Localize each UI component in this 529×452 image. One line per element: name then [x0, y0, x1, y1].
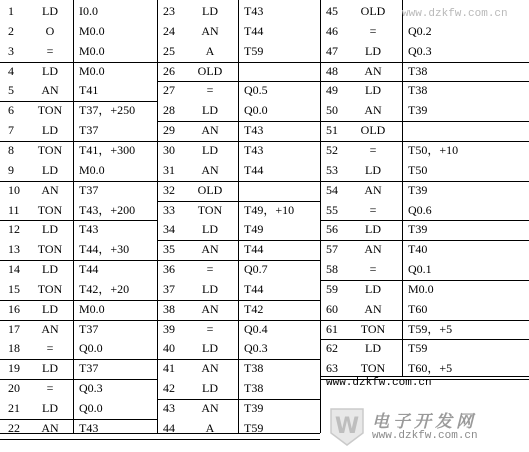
- step-number: 7: [8, 123, 14, 138]
- step-number: 32: [163, 182, 175, 197]
- instruction-mnemonic: LD: [42, 162, 58, 177]
- footer-url: www.dzkfw.com.cn: [326, 377, 432, 389]
- step-number: 54: [326, 182, 338, 197]
- instruction-mnemonic: LD: [202, 103, 218, 118]
- step-number: 30: [163, 142, 175, 157]
- instruction-mnemonic: OLD: [360, 123, 386, 138]
- instruction-mnemonic: AN: [201, 401, 219, 415]
- instruction-operand: Q0.0: [244, 103, 268, 118]
- instruction-mnemonic: O: [45, 23, 55, 38]
- instruction-operand: T37: [79, 321, 99, 336]
- step-number: 39: [163, 321, 175, 336]
- instruction-operand: T37: [79, 182, 99, 197]
- instruction-operand: M0.0: [79, 301, 105, 316]
- instruction-mnemonic: LD: [202, 281, 218, 296]
- step-number: 36: [163, 262, 175, 277]
- instruction-operand: T41: [79, 83, 99, 98]
- instruction-mnemonic: =: [206, 83, 214, 98]
- step-number: 48: [326, 63, 338, 78]
- instruction-mnemonic: =: [46, 381, 54, 396]
- step-number: 52: [326, 142, 338, 157]
- step-number: 35: [163, 242, 175, 257]
- instruction-operand: T43: [79, 420, 99, 435]
- instruction-mnemonic: A: [205, 43, 215, 58]
- instruction-operand: T44，+30: [79, 242, 130, 257]
- step-number: 17: [8, 321, 20, 336]
- step-number: 53: [326, 162, 338, 177]
- instruction-operand: T37: [79, 123, 99, 138]
- step-number: 5: [8, 83, 14, 98]
- instruction-operand: T37: [79, 361, 99, 376]
- step-number: 41: [163, 361, 175, 376]
- instruction-operand: T59，+5: [408, 321, 453, 336]
- instruction-operand: Q0.3: [408, 43, 432, 58]
- step-number: 31: [163, 162, 175, 177]
- step-number: 26: [163, 63, 175, 78]
- instruction-operand: T44: [244, 162, 264, 177]
- instruction-mnemonic: AN: [364, 103, 382, 118]
- step-number: 60: [326, 301, 338, 316]
- row-separator: [320, 240, 529, 241]
- instruction-mnemonic: LD: [365, 281, 381, 296]
- step-number: 16: [8, 301, 20, 316]
- step-number: 23: [163, 4, 175, 18]
- instruction-operand: M0.0: [79, 63, 105, 78]
- instruction-mnemonic: LD: [42, 301, 58, 316]
- instruction-operand: T49: [244, 222, 264, 237]
- step-number: 8: [8, 142, 14, 157]
- instruction-operand: T37，+250: [79, 103, 136, 118]
- step-number: 15: [8, 281, 20, 296]
- svg-text:W: W: [334, 414, 360, 439]
- row-separator: [0, 141, 157, 142]
- step-number: 34: [163, 222, 175, 237]
- instruction-mnemonic: =: [46, 43, 54, 58]
- instruction-mnemonic: AN: [41, 420, 59, 435]
- instruction-mnemonic: AN: [41, 321, 59, 336]
- row-separator: [157, 439, 320, 440]
- step-number: 14: [8, 262, 20, 277]
- instruction-operand: T39: [408, 182, 428, 197]
- step-number: 43: [163, 401, 175, 415]
- row-separator: [320, 220, 529, 221]
- instruction-mnemonic: OLD: [197, 63, 223, 78]
- step-number: 55: [326, 202, 338, 217]
- instruction-mnemonic: AN: [201, 162, 219, 177]
- step-number: 2: [8, 23, 14, 38]
- instruction-mnemonic: AN: [201, 361, 219, 376]
- step-number: 56: [326, 222, 338, 237]
- instruction-operand: T42: [244, 301, 264, 316]
- instruction-operand: I0.0: [79, 4, 98, 18]
- row-separator: [0, 439, 157, 440]
- row-separator: [320, 81, 529, 82]
- step-number: 21: [8, 401, 20, 415]
- instruction-mnemonic: =: [46, 341, 54, 356]
- step-number: 20: [8, 381, 20, 396]
- instruction-mnemonic: LD: [202, 4, 218, 18]
- step-number: 42: [163, 381, 175, 396]
- instruction-operand: T59: [244, 420, 264, 435]
- row-separator: [0, 101, 157, 102]
- step-number: 51: [326, 123, 338, 138]
- instruction-mnemonic: AN: [201, 242, 219, 257]
- column-divider: [157, 0, 158, 433]
- instruction-operand: T42，+20: [79, 281, 130, 296]
- step-number: 57: [326, 242, 338, 257]
- instruction-operand: T39: [244, 401, 264, 415]
- instruction-mnemonic: TON: [37, 281, 63, 296]
- instruction-operand: Q0.2: [408, 23, 432, 38]
- instruction-operand: T50，+10: [408, 142, 459, 157]
- instruction-operand: T41，+300: [79, 142, 136, 157]
- instruction-mnemonic: TON: [360, 361, 386, 376]
- instruction-mnemonic: AN: [364, 182, 382, 197]
- instruction-mnemonic: LD: [202, 222, 218, 237]
- instruction-mnemonic: LD: [365, 83, 381, 98]
- instruction-operand: Q0.0: [79, 401, 103, 415]
- instruction-mnemonic: LD: [365, 341, 381, 356]
- instruction-mnemonic: OLD: [360, 4, 386, 18]
- row-separator: [320, 141, 529, 142]
- step-number: 10: [8, 182, 20, 197]
- instruction-operand: T60，+5: [408, 361, 453, 376]
- step-number: 6: [8, 103, 14, 118]
- instruction-operand: T50: [408, 162, 428, 177]
- row-separator: [320, 121, 529, 122]
- step-number: 22: [8, 420, 20, 435]
- step-number: 3: [8, 43, 14, 58]
- instruction-mnemonic: LD: [42, 123, 58, 138]
- instruction-mnemonic: TON: [360, 321, 386, 336]
- instruction-operand: M0.0: [408, 281, 434, 296]
- step-number: 46: [326, 23, 338, 38]
- step-number: 19: [8, 361, 20, 376]
- instruction-mnemonic: =: [369, 202, 377, 217]
- column-divider: [320, 0, 321, 433]
- instruction-operand: M0.0: [79, 23, 105, 38]
- operand-divider: [73, 0, 74, 433]
- row-separator: [320, 181, 529, 182]
- row-separator: [320, 280, 529, 281]
- operand-divider: [402, 0, 403, 376]
- step-number: 44: [163, 420, 175, 435]
- instruction-mnemonic: AN: [41, 83, 59, 98]
- instruction-operand: T60: [408, 301, 428, 316]
- instruction-mnemonic: TON: [37, 202, 63, 217]
- step-number: 40: [163, 341, 175, 356]
- instruction-operand: Q0.0: [79, 341, 103, 356]
- instruction-mnemonic: AN: [364, 63, 382, 78]
- instruction-mnemonic: TON: [37, 103, 63, 118]
- step-number: 9: [8, 162, 14, 177]
- step-number: 29: [163, 123, 175, 138]
- step-number: 63: [326, 361, 338, 376]
- instruction-mnemonic: AN: [364, 242, 382, 257]
- step-number: 61: [326, 321, 338, 336]
- instruction-mnemonic: TON: [37, 142, 63, 157]
- instruction-operand: Q0.7: [244, 262, 268, 277]
- step-number: 4: [8, 63, 14, 78]
- step-number: 59: [326, 281, 338, 296]
- instruction-mnemonic: TON: [37, 242, 63, 257]
- instruction-operand: T43: [79, 222, 99, 237]
- instruction-mnemonic: OLD: [197, 182, 223, 197]
- instruction-operand: T43: [244, 123, 264, 138]
- row-separator: [0, 62, 157, 63]
- row-separator: [0, 359, 157, 360]
- instruction-operand: Q0.6: [408, 202, 432, 217]
- instruction-mnemonic: AN: [201, 123, 219, 138]
- instruction-operand: Q0.3: [79, 381, 103, 396]
- instruction-mnemonic: =: [369, 262, 377, 277]
- instruction-operand: T44: [244, 23, 264, 38]
- instruction-mnemonic: LD: [42, 401, 58, 415]
- instruction-operand: T59: [244, 43, 264, 58]
- instruction-mnemonic: =: [369, 142, 377, 157]
- step-number: 58: [326, 262, 338, 277]
- row-separator: [0, 379, 157, 380]
- instruction-mnemonic: LD: [365, 43, 381, 58]
- step-number: 11: [8, 202, 20, 217]
- step-number: 62: [326, 341, 338, 356]
- row-separator: [320, 339, 529, 340]
- instruction-operand: M0.0: [79, 43, 105, 58]
- instruction-mnemonic: A: [205, 420, 215, 435]
- row-separator: [320, 320, 529, 321]
- instruction-operand: T44: [244, 242, 264, 257]
- instruction-operand: T38: [244, 361, 264, 376]
- instruction-mnemonic: LD: [42, 222, 58, 237]
- instruction-mnemonic: AN: [201, 23, 219, 38]
- instruction-operand: T43: [244, 4, 264, 18]
- instruction-operand: Q0.4: [244, 321, 268, 336]
- logo-text: 电子开发网: [372, 412, 477, 432]
- instruction-operand: T38: [408, 83, 428, 98]
- instruction-mnemonic: =: [206, 321, 214, 336]
- step-number: 18: [8, 341, 20, 356]
- instruction-operand: Q0.5: [244, 83, 268, 98]
- step-number: 38: [163, 301, 175, 316]
- step-number: 28: [163, 103, 175, 118]
- step-number: 24: [163, 23, 175, 38]
- step-number: 25: [163, 43, 175, 58]
- instruction-mnemonic: TON: [197, 202, 223, 217]
- step-number: 27: [163, 83, 175, 98]
- watermark-url-top: www.dzkfw.com.cn: [402, 8, 508, 20]
- operand-divider: [238, 0, 239, 433]
- instruction-mnemonic: LD: [42, 4, 58, 18]
- instruction-mnemonic: LD: [202, 341, 218, 356]
- row-separator: [0, 419, 157, 420]
- step-number: 13: [8, 242, 20, 257]
- instruction-mnemonic: LD: [202, 142, 218, 157]
- row-separator: [0, 260, 157, 261]
- step-number: 45: [326, 4, 338, 18]
- step-number: 37: [163, 281, 175, 296]
- instruction-mnemonic: LD: [42, 63, 58, 78]
- row-separator: [0, 320, 157, 321]
- instruction-mnemonic: =: [206, 262, 214, 277]
- instruction-mnemonic: AN: [364, 301, 382, 316]
- instruction-operand: T43: [244, 142, 264, 157]
- instruction-operand: T44: [79, 262, 99, 277]
- step-number: 50: [326, 103, 338, 118]
- instruction-operand: T59: [408, 341, 428, 356]
- row-separator: [0, 181, 157, 182]
- instruction-operand: T43，+200: [79, 202, 136, 217]
- row-separator: [0, 300, 157, 301]
- row-separator: [0, 220, 157, 221]
- instruction-mnemonic: LD: [202, 381, 218, 396]
- instruction-operand: M0.0: [79, 162, 105, 177]
- instruction-operand: T44: [244, 281, 264, 296]
- step-number: 12: [8, 222, 20, 237]
- instruction-operand: T39: [408, 222, 428, 237]
- instruction-mnemonic: AN: [41, 182, 59, 197]
- instruction-mnemonic: LD: [365, 222, 381, 237]
- instruction-operand: T40: [408, 242, 428, 257]
- step-number: 49: [326, 83, 338, 98]
- step-number: 33: [163, 202, 175, 217]
- instruction-operand: T38: [244, 381, 264, 396]
- instruction-mnemonic: LD: [42, 262, 58, 277]
- row-separator: [320, 62, 529, 63]
- instruction-mnemonic: LD: [42, 361, 58, 376]
- logo-url: www.dzkfw.com.cn: [372, 430, 478, 442]
- instruction-operand: T39: [408, 103, 428, 118]
- instruction-mnemonic: =: [369, 23, 377, 38]
- instruction-operand: T49，+10: [244, 202, 295, 217]
- instruction-operand: Q0.3: [244, 341, 268, 356]
- instruction-operand: Q0.1: [408, 262, 432, 277]
- step-number: 47: [326, 43, 338, 58]
- step-number: 1: [8, 4, 14, 18]
- instruction-mnemonic: LD: [365, 162, 381, 177]
- logo-mark-icon: [331, 409, 363, 445]
- instruction-mnemonic: AN: [201, 301, 219, 316]
- instruction-operand: T38: [408, 63, 428, 78]
